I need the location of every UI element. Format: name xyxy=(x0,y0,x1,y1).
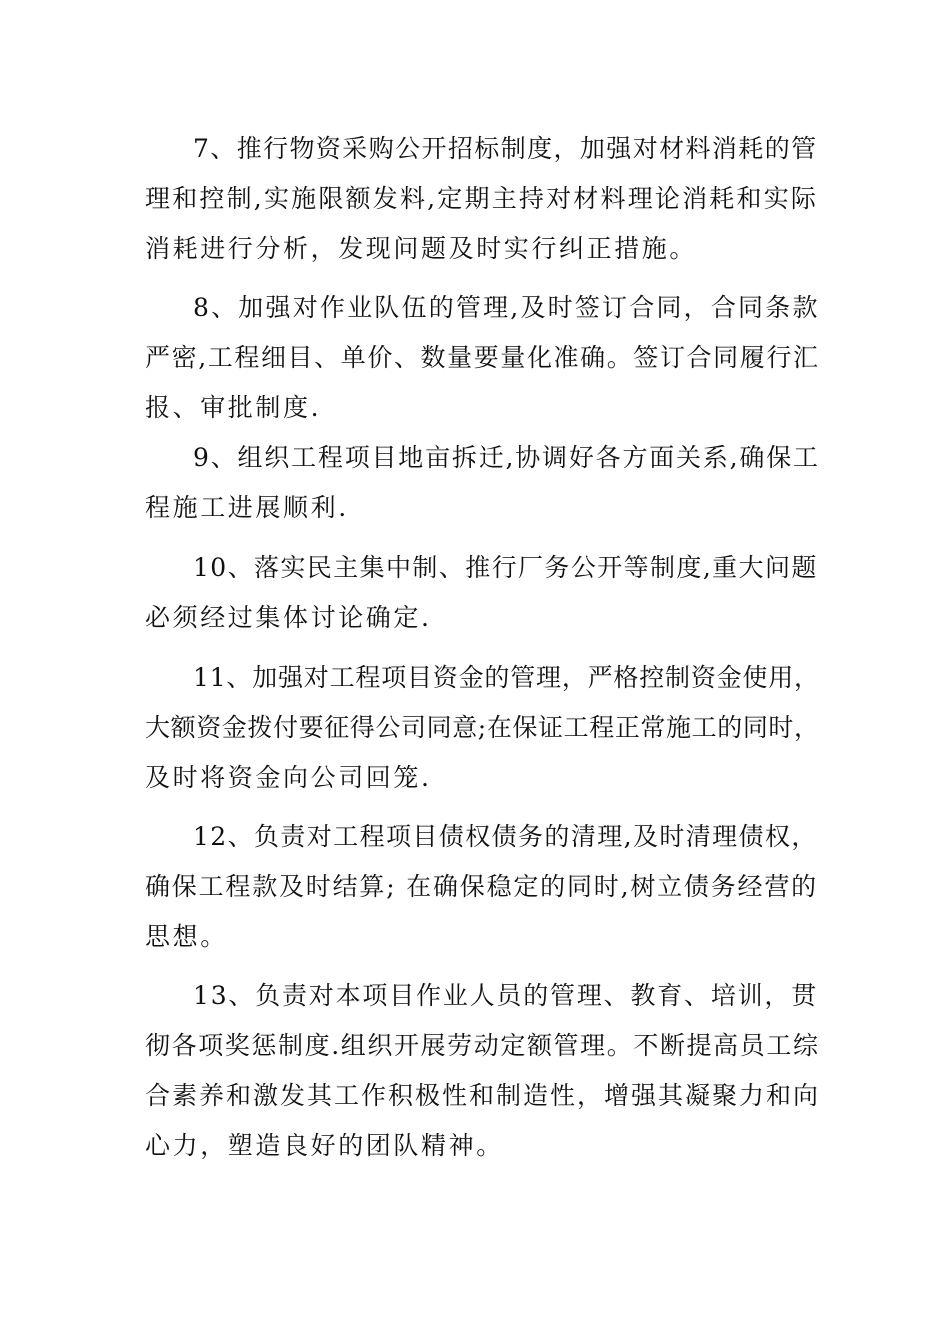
paragraph-line: 及时将资金向公司回笼. xyxy=(145,763,432,792)
paragraph-line: 11、加强对工程项目资金的管理，严格控制资金使用， xyxy=(193,663,820,692)
paragraph-line: 严密,工程细目、单价、数量要量化准确。签订合同履行汇 xyxy=(145,343,820,372)
paragraph-line: 合素养和激发其工作积极性和制造性，增强其凝聚力和向 xyxy=(145,1081,821,1110)
paragraph-line: 13、负责对本项目作业人员的管理、教育、培训，贯 xyxy=(193,981,819,1010)
paragraph-line: 9、组织工程项目地亩拆迁,协调好各方面关系,确保工 xyxy=(193,443,820,472)
paragraph-line: 心力，塑造良好的团队精神。 xyxy=(145,1131,504,1160)
paragraph-line: 消耗进行分析，发现问题及时实行纠正措施。 xyxy=(145,234,698,263)
paragraph-line: 12、负责对工程项目债权债务的清理,及时清理债权， xyxy=(193,822,818,851)
paragraph-line: 必须经过集体讨论确定. xyxy=(145,603,432,632)
paragraph-line: 大额资金拨付要征得公司同意;在保证工程正常施工的同时， xyxy=(145,713,820,742)
paragraph-line: 程施工进展顺利. xyxy=(145,493,349,522)
paragraph-line: 7、推行物资采购公开招标制度，加强对材料消耗的管 xyxy=(193,134,818,163)
paragraph-line: 报、审批制度. xyxy=(145,393,322,422)
paragraph-line: 理和控制,实施限额发料,定期主持对材料理论消耗和实际 xyxy=(145,184,819,213)
paragraph-line: 彻各项奖惩制度.组织开展劳动定额管理。不断提高员工综 xyxy=(145,1031,820,1060)
paragraph-line: 确保工程款及时结算; 在确保稳定的同时,树立债务经营的 xyxy=(145,872,818,901)
paragraph-line: 8、加强对作业队伍的管理,及时签订合同，合同条款 xyxy=(193,293,820,322)
paragraph-line: 10、落实民主集中制、推行厂务公开等制度,重大问题 xyxy=(193,553,818,582)
paragraph-line: 思想。 xyxy=(145,922,228,951)
